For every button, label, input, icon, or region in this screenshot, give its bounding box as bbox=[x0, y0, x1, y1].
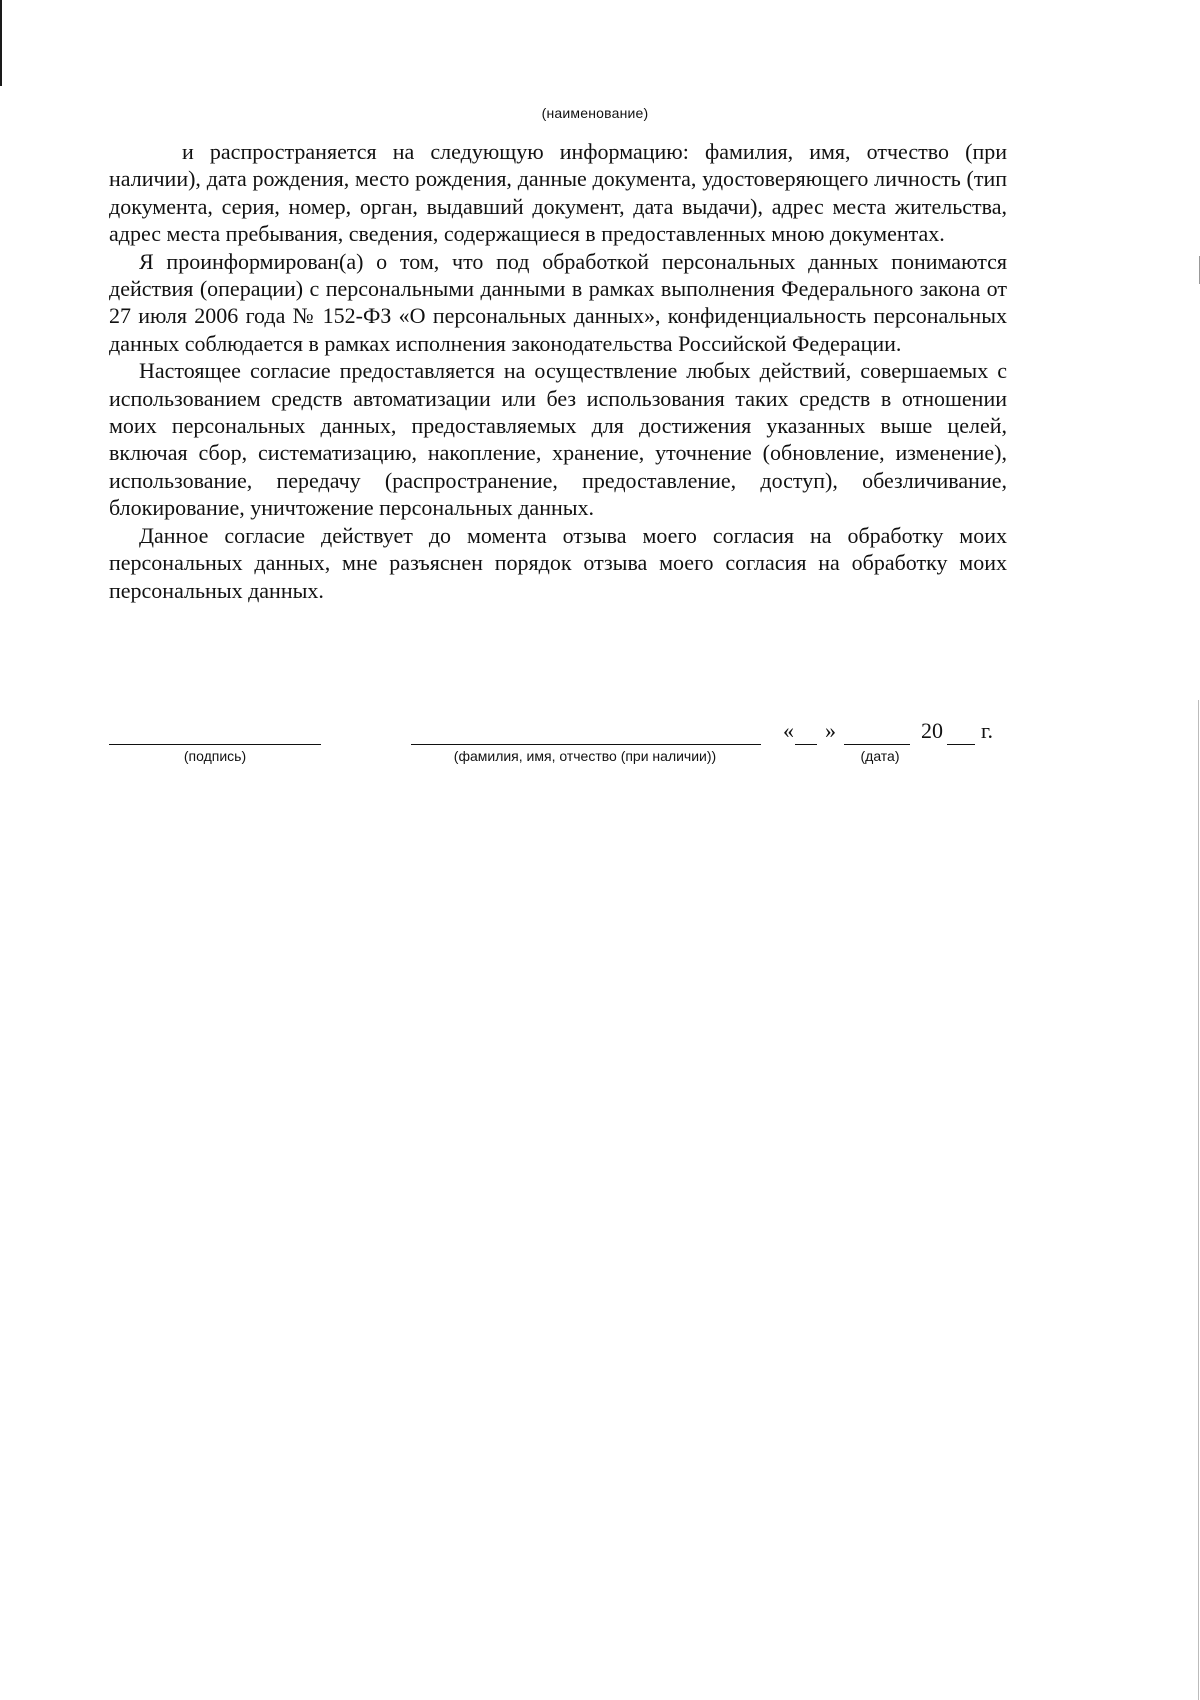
full-name-line[interactable] bbox=[411, 744, 761, 745]
date-day-line[interactable] bbox=[795, 744, 817, 745]
scan-edge-mark bbox=[1198, 700, 1199, 1700]
date-century: 20 bbox=[921, 718, 943, 743]
date-year-line[interactable] bbox=[947, 744, 975, 745]
signature-caption: (подпись) bbox=[183, 748, 247, 764]
paragraph-processing-definition: Я проинформирован(а) о том, что под обработкой персональных данных понимаются действия (операции) с персональными данными в рамках выполнения Федерального закона от 27 июля 2006 года № 152-ФЗ «О персональных данных», конфиденциальность персональных данных соблюдается в рамках исполнения законодательства Российской Федерации. bbox=[109, 248, 1007, 356]
paragraph-consent-validity: Данное согласие действует до момента отзыва моего согласия на обработку моих персональных данных, мне разъяснен порядок отзыва моего согласия на обработку моих персональных данных. bbox=[109, 522, 1007, 603]
scan-edge-mark bbox=[0, 40, 1, 84]
paragraph-information-scope: и распространяется на следующую информацию: фамилия, имя, отчество (при наличии), дата рождения, место рождения, данные документа, удостоверяющего личность (тип документа, серия, номер, орган, выдавший документ, дата выдачи), адрес места жительства, адрес места пребывания, сведения, содержащиеся в предоставленных мною документах. bbox=[109, 139, 1007, 247]
date-quote-open: « bbox=[783, 718, 794, 743]
date-caption: (дата) bbox=[860, 748, 900, 764]
signature-line[interactable] bbox=[109, 744, 321, 745]
date-year-suffix: г. bbox=[981, 718, 994, 743]
consent-body bbox=[109, 138, 1007, 604]
signature-block bbox=[109, 712, 1009, 772]
paragraph-consent-actions: Настоящее согласие предоставляется на осуществление любых действий, совершаемых с использованием средств автоматизации или без использования таких средств в отношении моих персональных данных, предоставляемых для достижения указанных выше целей, включая сбор, систематизацию, накопление, хранение, уточнение (обновление, изменение), использование, передачу (распространение, предоставление, доступ), обезличивание, блокирование, уничтожение персональных данных. bbox=[109, 358, 1007, 521]
full-name-caption: (фамилия, имя, отчество (при наличии)) bbox=[453, 748, 717, 764]
organization-name-caption: (наименование) bbox=[541, 105, 649, 121]
date-month-line[interactable] bbox=[844, 744, 910, 745]
date-quote-close: » bbox=[825, 718, 836, 743]
